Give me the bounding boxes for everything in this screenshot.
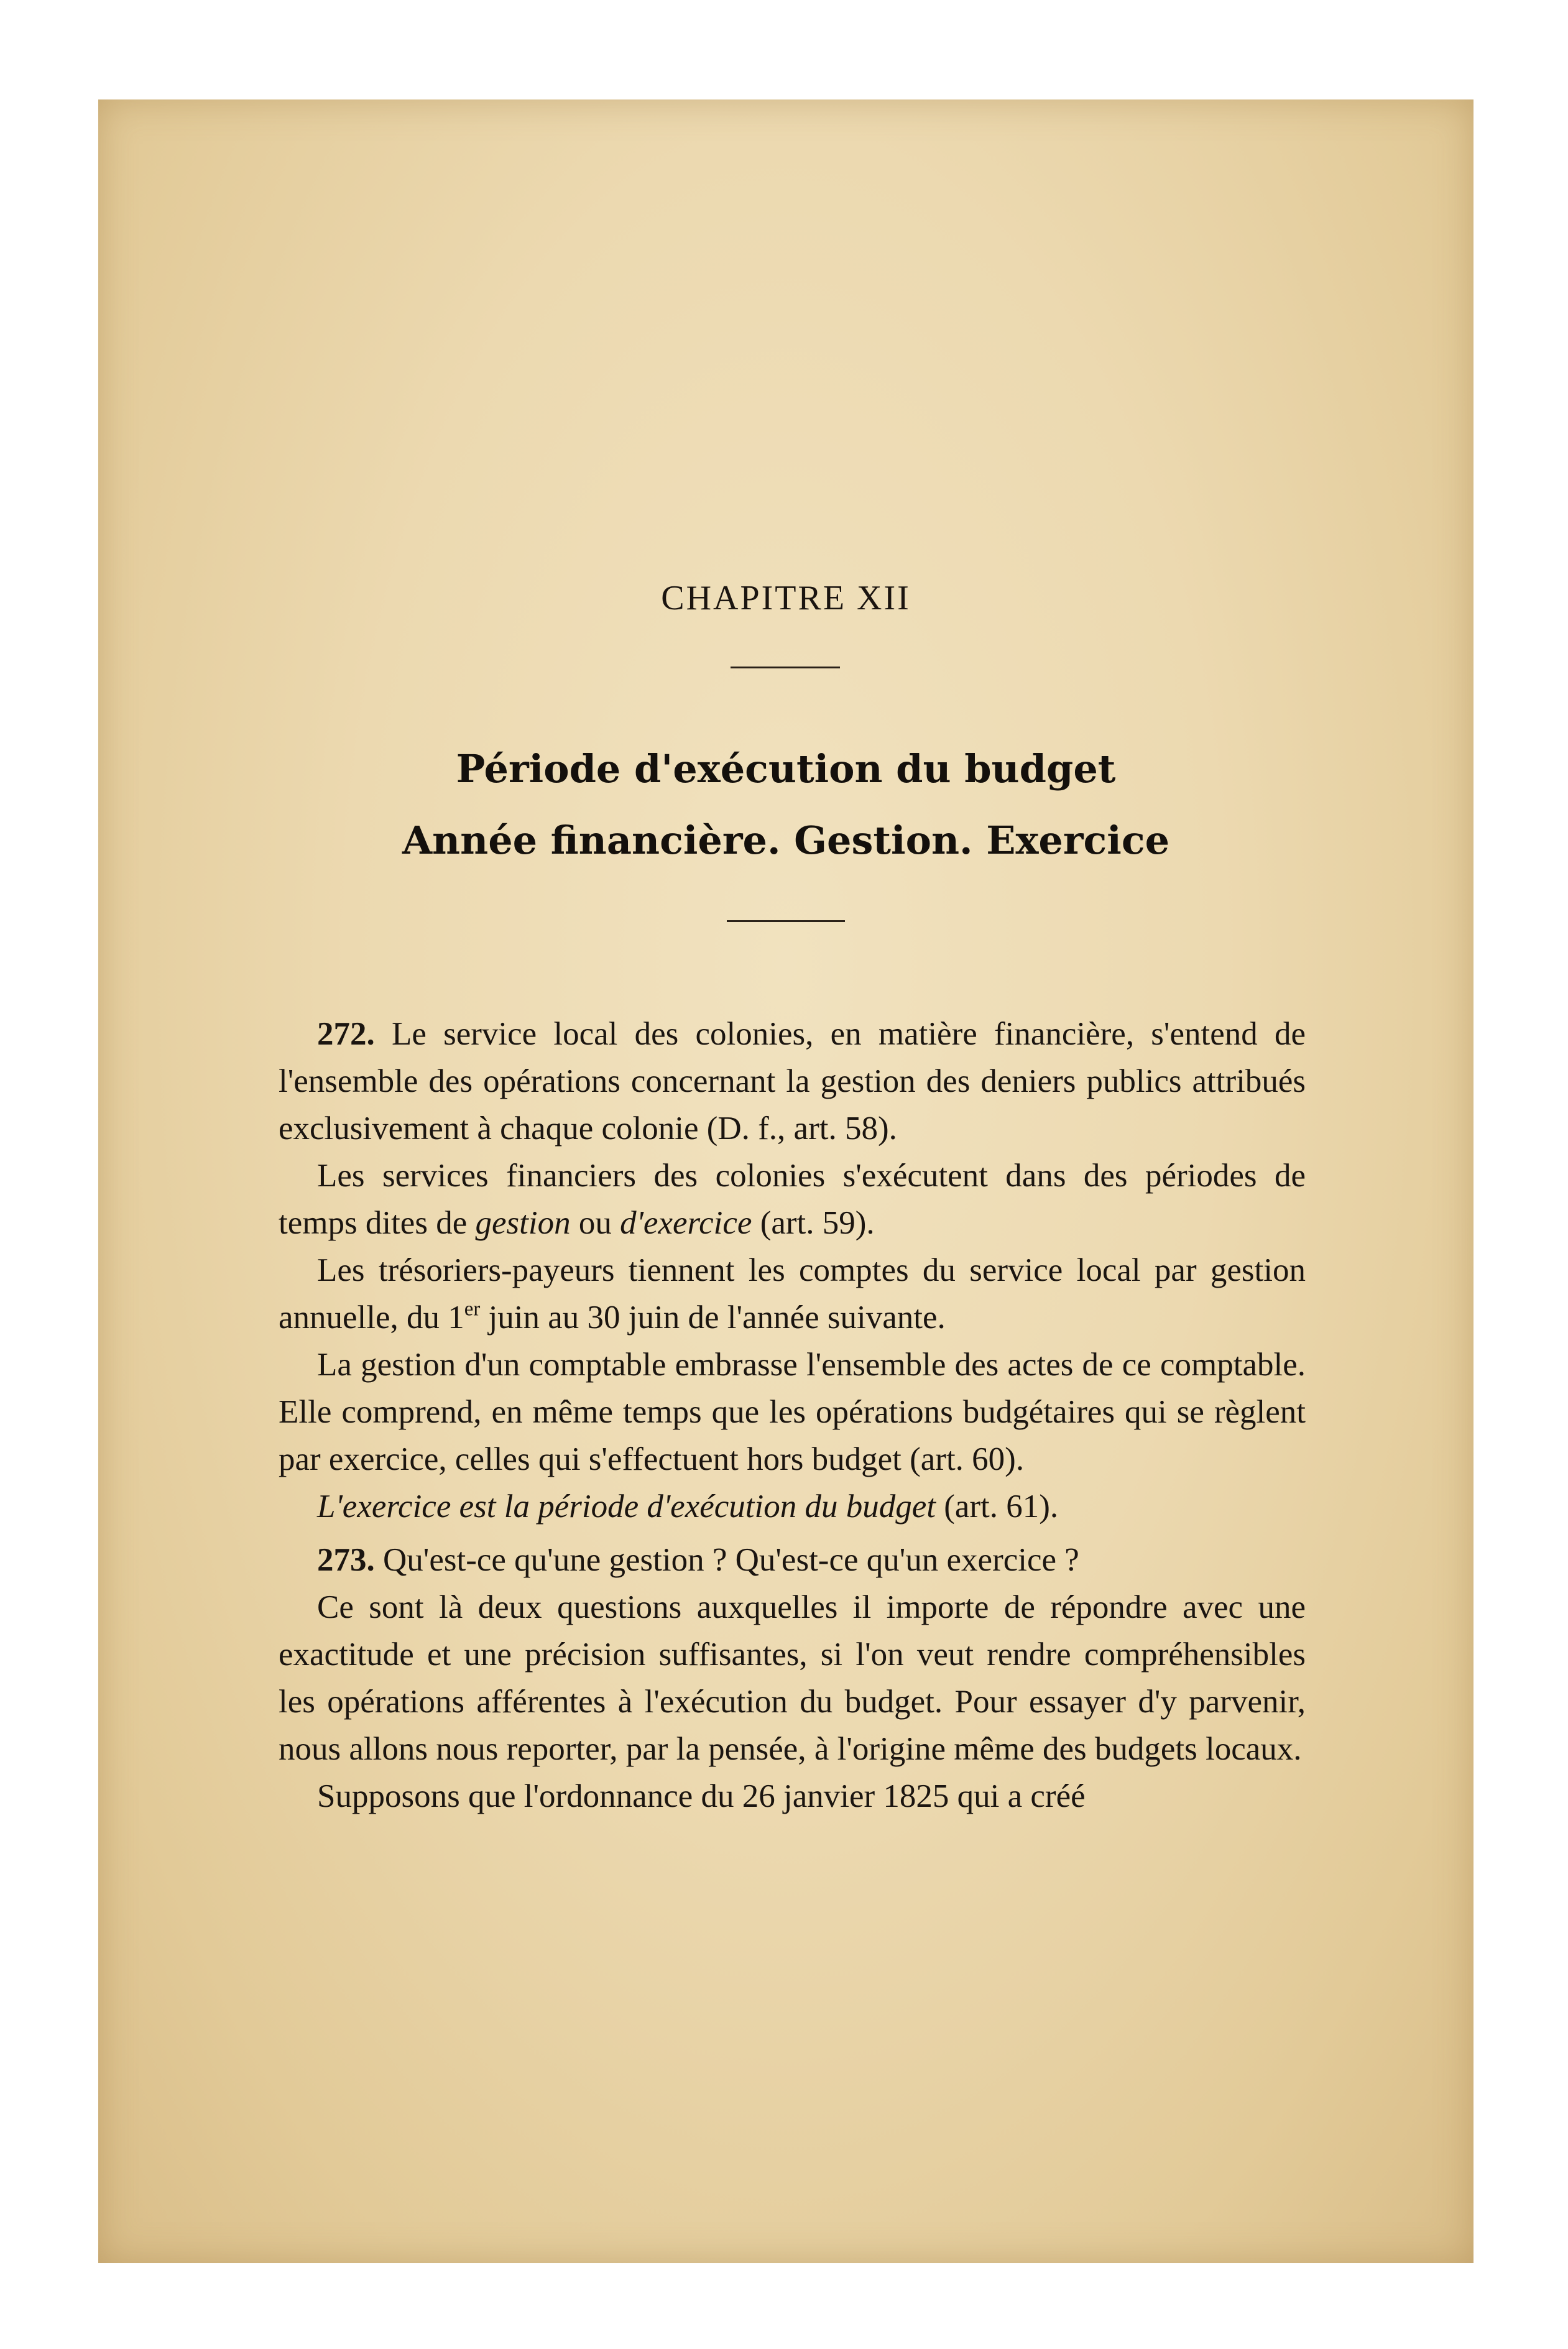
divider-bottom (727, 920, 845, 922)
paragraph (279, 1152, 1306, 1247)
paragraph-text: Les services financiers des colonies s'exécutent dans des périodes de temps dites de (279, 1158, 1306, 1241)
paragraph-text: Les trésoriers-payeurs tiennent les comptes du service local par gestion annuelle, du 1 (279, 1252, 1306, 1336)
italic-term: d'exercice (620, 1205, 752, 1241)
paragraph-text: juin au 30 juin de l'année suivante. (480, 1299, 946, 1336)
chapter-title-line-1: Période d'exécution du budget (456, 746, 1116, 791)
paragraph: Ce sont là deux questions auxquelles il importe de répondre avec une exactitude et une précision suffisantes, si l'on veut rendre compréhensibles les opérations afférentes à l'exécution du budget. Pour essayer d'y parvenir, nous allons nous reporter, par la pensée, à l'origine même des budgets locaux. (279, 1589, 1306, 1767)
paragraph-text: ou (570, 1205, 620, 1241)
paragraph-273 (279, 1536, 1306, 1584)
chapter-title-line-2: Année financière. Gestion. Exercice (402, 818, 1170, 863)
paragraph (279, 1483, 1306, 1530)
superscript: er (464, 1298, 481, 1321)
paragraph: Supposons que l'ordonnance du 26 janvier 1825 qui a créé (317, 1778, 1086, 1814)
paragraph-text: Qu'est-ce qu'une gestion ? Qu'est-ce qu'un exercice ? (374, 1542, 1079, 1578)
chapter-heading: CHAPITRE XII (661, 579, 911, 617)
body-text (279, 1010, 1306, 1820)
paragraph: La gestion d'un comptable embrasse l'ensemble des actes de ce comptable. Elle comprend, en même temps que les opérations budgétaires qui se règlent par exercice, celles qui s'effectuent hors budget (art. 60). (279, 1347, 1306, 1477)
italic-definition: L'exercice est la période d'exécution du budget (317, 1488, 936, 1525)
paragraph-text: (art. 59). (752, 1205, 875, 1241)
paragraph-272 (279, 1010, 1306, 1152)
section-number-273: 273. (317, 1542, 375, 1578)
paragraph-text: Le service local des colonies, en matière financière, s'entend de l'ensemble des opérations concernant la gestion des deniers publics attribués exclusivement à chaque colonie (D. f., art. 58). (279, 1016, 1306, 1147)
divider-top (731, 667, 840, 668)
italic-term: gestion (475, 1205, 571, 1241)
section-number-272: 272. (317, 1016, 375, 1052)
paragraph-text: (art. 61). (935, 1488, 1059, 1525)
paragraph (279, 1247, 1306, 1341)
page (98, 99, 1473, 2263)
